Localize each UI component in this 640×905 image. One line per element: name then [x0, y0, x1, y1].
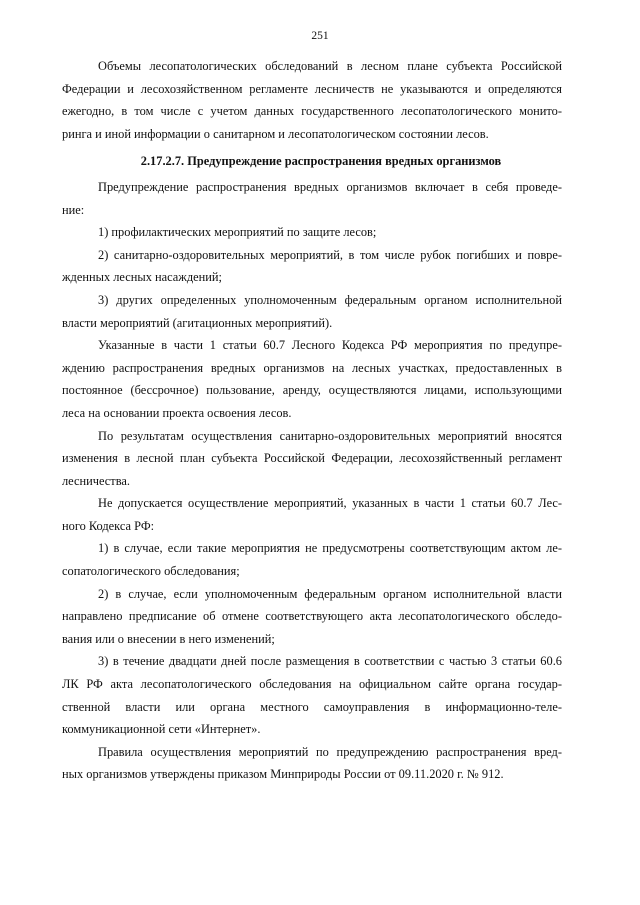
text-line: постоянное (бессрочное) пользование, аренду, осуществляются лицами, использующими	[62, 383, 562, 398]
list-item-other-measures	[62, 289, 562, 334]
text-line: Не допускается осуществление мероприятий, указанных в части 1 статьи 60.7 Лес-	[98, 496, 562, 511]
text-line: ных организмов утверждены приказом Минприроды России от 09.11.2020 г. № 912.	[62, 767, 504, 782]
text-line: ЛК РФ акта лесопатологического обследования на официальном сайте органа государ-	[62, 677, 562, 692]
text-line: По результатам осуществления санитарно-оздоровительных мероприятий вносятся	[98, 428, 562, 443]
text-line: 2) санитарно-оздоровительных мероприятий, в том числе рубок погибших и повре-	[98, 247, 562, 262]
list-item-twenty-days	[62, 650, 562, 740]
paragraph-rules-order	[62, 741, 562, 786]
paragraph-forest-plan-changes	[62, 425, 562, 493]
text-line: изменения в лесной план субъекта Российской Федерации, лесохозяйственный регламент	[62, 451, 562, 466]
text-line: жденных лесных насаждений;	[62, 270, 222, 285]
text-line: власти мероприятий (агитационных мероприятий).	[62, 315, 333, 330]
text-line: Правила осуществления мероприятий по предупреждению распространения вред-	[98, 744, 562, 759]
text-line: ринга и иной информации о санитарном и лесопатологическом состоянии лесов.	[62, 126, 489, 141]
text-line: леса на основании проекта освоения лесов.	[62, 405, 292, 420]
paragraph-responsible-persons	[62, 334, 562, 424]
text-line: коммуникационной сети «Интернет».	[62, 722, 261, 737]
page-number: 251	[311, 30, 329, 42]
section-heading: 2.17.2.7. Предупреждение распространения вредных организмов	[140, 154, 502, 169]
text-line: ждению распространения вредных организмов на лесных участках, предоставленных в	[62, 360, 562, 375]
text-line: 1) профилактических мероприятий по защите лесов;	[98, 225, 377, 240]
text-line: ние:	[62, 202, 85, 217]
text-line: направлено предписание об отмене соответствующего акта лесопатологического обследо-	[62, 609, 562, 624]
text-line: ежегодно, в том числе с учетом данных государственного лесопатологического монито-	[62, 104, 562, 119]
text-line: Указанные в части 1 статьи 60.7 Лесного Кодекса РФ мероприятия по предупре-	[98, 338, 562, 353]
text-line: вания или о внесении в него изменений;	[62, 631, 275, 646]
document-body	[62, 55, 562, 786]
paragraph-sanitary-survey-volumes	[62, 55, 562, 145]
text-line: Объемы лесопатологических обследований в лесном плане субъекта Российской	[98, 59, 562, 73]
text-line: 3) в течение двадцати дней после размещения в соответствии с частью 3 статьи 60.6	[98, 654, 562, 669]
paragraph-prevention-intro	[62, 176, 562, 221]
text-line: Предупреждение распространения вредных организмов включает в себя проведе-	[98, 179, 562, 194]
text-line: сопатологического обследования;	[62, 564, 240, 579]
text-line: 2) в случае, если уполномоченным федеральным органом исполнительной власти	[98, 586, 562, 601]
list-item-sanitary-measures	[62, 244, 562, 289]
paragraph-prohibitions-intro	[62, 492, 562, 537]
text-line: ного Кодекса РФ:	[62, 518, 155, 533]
text-line: Федерации и лесохозяйственном регламенте лесничеств не указываются и определяются	[62, 81, 562, 96]
text-line: 3) других определенных уполномоченным федеральным органом исполнительной	[98, 292, 562, 307]
text-line: ственной власти или органа местного самоуправления в информационно-теле-	[62, 699, 562, 714]
list-item-cancellation-order	[62, 583, 562, 651]
list-item-not-provided-by-act	[62, 537, 562, 582]
text-line: 1) в случае, если такие мероприятия не предусмотрены соответствующим актом ле-	[98, 541, 562, 556]
text-line: лесничества.	[62, 473, 130, 488]
list-item-preventive-measures	[62, 221, 562, 244]
